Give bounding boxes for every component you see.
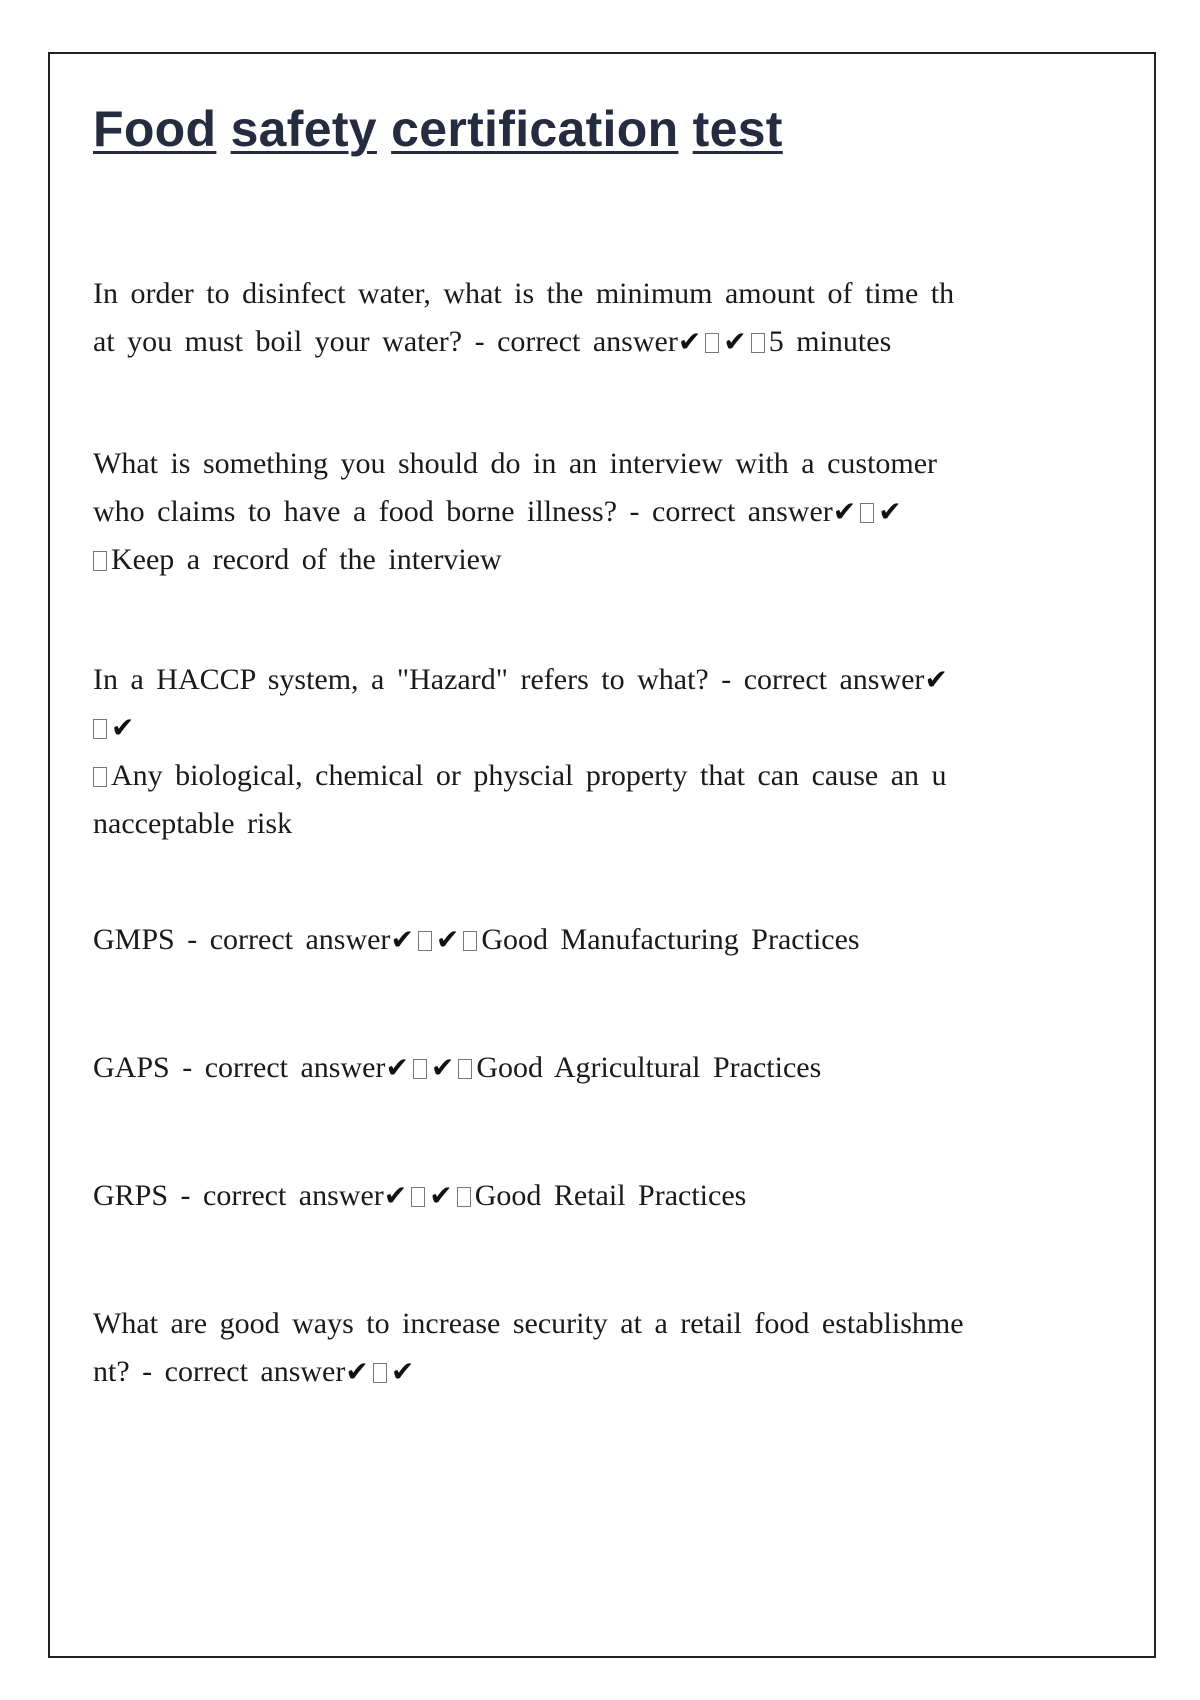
qa-item-gmps xyxy=(93,916,1073,964)
missing-glyph-box-icon xyxy=(373,1363,387,1383)
answer-line: nacceptable risk xyxy=(93,807,293,840)
missing-glyph-box-icon xyxy=(413,1059,427,1079)
question-text: GRPS - xyxy=(93,1179,204,1212)
checkmark-icon: ✔ xyxy=(383,1179,408,1212)
qa-item-security xyxy=(93,1300,1073,1396)
answer-label: correct answer xyxy=(497,325,678,358)
answer-label: correct answer xyxy=(652,495,833,528)
question-line xyxy=(93,1348,1073,1396)
checkmark-icon: ✔ xyxy=(390,1355,415,1388)
missing-glyph-box-icon xyxy=(411,1187,425,1207)
checkmark-icon: ✔ xyxy=(723,325,747,358)
missing-glyph-box-icon xyxy=(458,1059,472,1079)
checkmark-icon: ✔ xyxy=(832,495,857,528)
checkmark-icon: ✔ xyxy=(111,711,135,744)
question-line: What are good ways to increase security at a retail food establishme xyxy=(93,1307,964,1340)
missing-glyph-box-icon xyxy=(93,551,107,571)
question-line: What is something you should do in an interview with a customer xyxy=(93,447,938,480)
missing-glyph-box-icon xyxy=(860,503,874,523)
missing-glyph-box-icon xyxy=(93,767,107,787)
title-word-safety: safety xyxy=(230,101,377,157)
missing-glyph-box-icon xyxy=(457,1187,471,1207)
qa-item-haccp-hazard xyxy=(93,656,1073,848)
checkmark-icon: ✔ xyxy=(390,923,414,956)
answer-text: Any biological, chemical or physcial property that can cause an u xyxy=(111,759,947,792)
answer-label: correct answer xyxy=(203,1179,384,1212)
question-text: who claims to have a food borne illness? - xyxy=(93,495,653,528)
title-word-certification: certification xyxy=(391,101,679,157)
missing-glyph-box-icon xyxy=(418,931,432,951)
checkmark-icon: ✔ xyxy=(345,1355,369,1388)
answer-label: correct answer xyxy=(209,923,391,956)
missing-glyph-box-icon xyxy=(93,719,107,739)
question-text: GMPS - xyxy=(93,923,210,956)
checkmark-icon: ✔ xyxy=(878,495,902,528)
question-text: GAPS - xyxy=(93,1051,205,1084)
checkmark-icon: ✔ xyxy=(430,1051,455,1084)
answer-text: Good Retail Practices xyxy=(474,1179,747,1212)
question-line xyxy=(93,1172,1073,1220)
checkmark-icon: ✔ xyxy=(435,923,460,956)
question-text: In a HACCP system, a "Hazard" refers to what? - xyxy=(93,663,744,696)
checkmark-icon: ✔ xyxy=(429,1179,453,1212)
answer-text: 5 minutes xyxy=(768,325,892,358)
question-text: nt? - xyxy=(93,1355,165,1388)
answer-label: correct answer xyxy=(743,663,925,696)
answer-line xyxy=(93,536,1073,584)
answer-text: Good Agricultural Practices xyxy=(476,1051,822,1084)
answer-label: correct answer xyxy=(204,1051,386,1084)
answer-text: Keep a record of the interview xyxy=(111,543,502,576)
question-line xyxy=(93,1044,1073,1092)
answer-label: correct answer xyxy=(164,1355,346,1388)
question-line xyxy=(93,488,1073,536)
checkmark-icon: ✔ xyxy=(677,325,702,358)
qa-item-interview xyxy=(93,440,1073,584)
question-line: In order to disinfect water, what is the minimum amount of time th xyxy=(93,277,955,310)
answer-line xyxy=(93,752,1073,800)
checkmark-icon: ✔ xyxy=(385,1051,409,1084)
missing-glyph-box-icon xyxy=(463,931,477,951)
answer-text: Good Manufacturing Practices xyxy=(481,923,860,956)
qa-item-grps xyxy=(93,1172,1073,1220)
qa-item-gaps xyxy=(93,1044,1073,1092)
checkmark-icon: ✔ xyxy=(924,663,948,696)
missing-glyph-box-icon xyxy=(751,333,765,353)
answer-marker-line xyxy=(93,704,1073,752)
title-word-food: Food xyxy=(93,101,217,157)
question-line xyxy=(93,656,1073,704)
title-word-test: test xyxy=(692,101,783,157)
question-line xyxy=(93,916,1073,964)
missing-glyph-box-icon xyxy=(705,333,719,353)
question-line xyxy=(93,318,1073,366)
page-title xyxy=(93,100,783,158)
question-text: at you must boil your water? - xyxy=(93,325,498,358)
qa-item-boil-water xyxy=(93,270,1073,366)
